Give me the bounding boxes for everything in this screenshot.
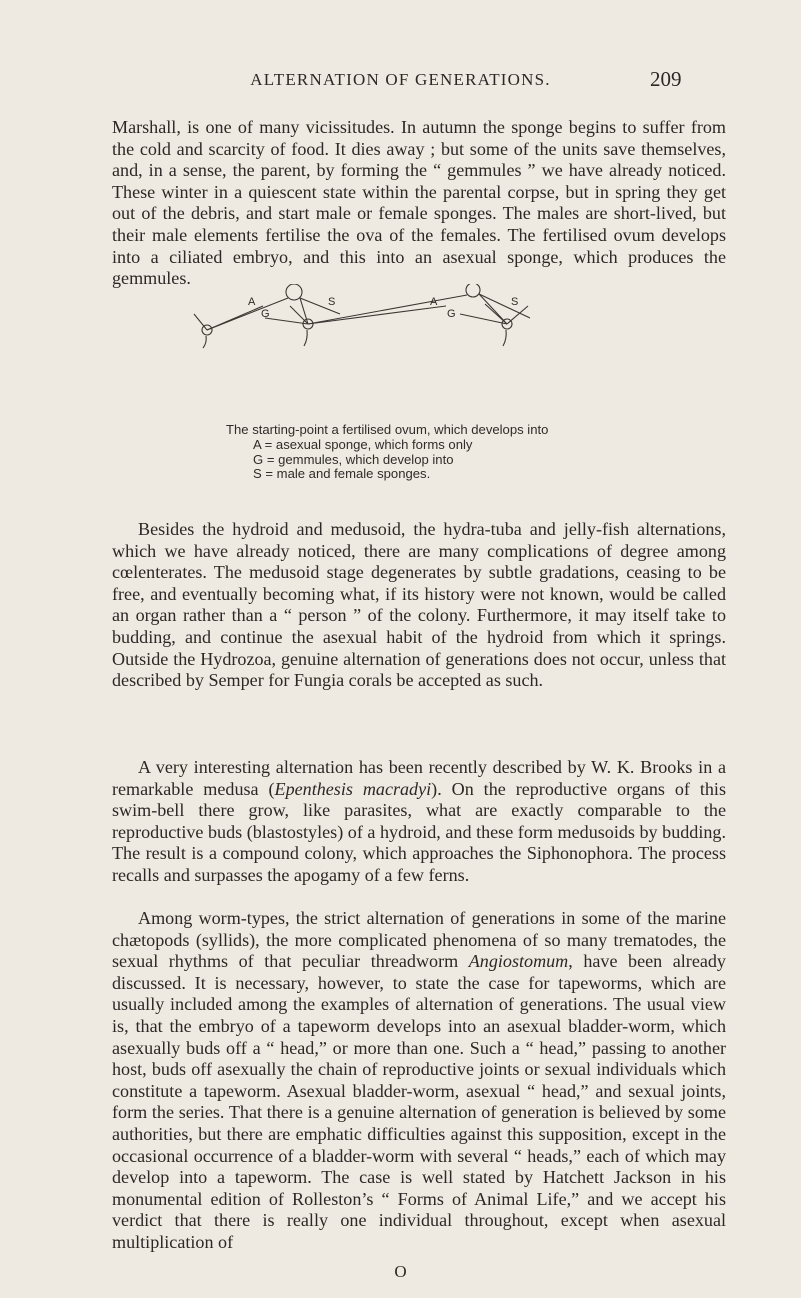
life-cycle-svg [190, 284, 610, 352]
text-run: ). On the reproductive organs of this swim-bell there grow, like parasites, what are exactly comparable to the reproductive buds (blastostyles) of a hydroid, and these form medusoids by budding. The result is a compound colony, which approaches the Siphonophora. The process recalls and surpasses the apogamy of a few ferns. [112, 778, 727, 885]
species-name: Epenthesis macradyi [274, 778, 432, 799]
running-head [0, 67, 801, 98]
caption-line: S = male and female sponges. [253, 466, 431, 482]
label-g: G [261, 308, 270, 320]
text-run: , have been already discussed. It is necessary, however, to state the case for tapeworms, which are usually included among the examples of alternation of generations. The usual view is, that the embryo of a tapeworm develops into an asexual bladder-worm, which asexually buds off a “ head,” or more than one. Such a “ head,” passing to another host, buds off asexually the chain of reproductive joints or sexual individuals which constitute a tapeworm. Asexual bladder-worm, asexual “ head,” and sexual joints, form the series. That there is a genuine alternation of generation is believed by some authorities, but there are emphatic difficulties against this supposition, except in the occasional occurrence of a bladder-worm with several “ heads,” each of which may develop into a tapeworm. The case is well stated by Hatchett Jackson in his monumental edition of Rolleston’s “ Forms of Animal Life,” and we accept his verdict that there is really one individual throughout, except when asexual multiplication of [112, 951, 726, 1252]
line-gemmule-2 [460, 314, 507, 324]
caption-line: A = asexual sponge, which forms only [253, 436, 473, 452]
label-s: S [511, 296, 519, 308]
paragraph-worm-types [112, 908, 726, 1254]
caption-line: The starting-point a fertilised ovum, which develops into [226, 422, 549, 437]
paragraph-sponge-cycle: Marshall, is one of many vicissitudes. In autumn the sponge begins to suffer from the cold and scarcity of food. It dies away ; but some of the units save themselves, and, in a sense, the parent, by forming the “ gemmules ” we have already noticed. These winter in a quiescent state within the parental corpse, but in spring they get out of the debris, and start male or female sponges. The males are short-lived, but their male elements fertilise the ova of the females. The fertilised ovum develops into a ciliated embryo, and this into an asexual sponge, which produces the gemmules. [112, 117, 726, 289]
sponge-circle [286, 284, 302, 300]
figure-caption [226, 422, 653, 482]
cilium-stroke [503, 330, 506, 346]
life-cycle-diagram [190, 284, 610, 352]
cilium-stroke [304, 330, 307, 346]
label-a: A [430, 296, 438, 308]
paragraph-epenthesis [112, 757, 726, 887]
label-s: S [328, 296, 336, 308]
cilium-stroke [203, 336, 206, 348]
paragraph-coelenterates: Besides the hydroid and medusoid, the hydra-tuba and jelly-fish alternations, which we have already noticed, there are many complications of degree among cœlenterates. The medusoid stage degenerates by subtle gradations, ceasing to be free, and eventually becoming what, if its history were not known, would be called an organ rather than a “ person ” of the colony. Furthermore, it may itself take to budding, and continue the asexual habit of the hydroid from which it springs. Outside the Hydrozoa, genuine alternation of generations does not occur, unless that described by Semper for Fungia corals be accepted as such. [112, 519, 726, 691]
line-gemmule [265, 318, 308, 324]
text-run: Among worm-types, the strict alternation of generations in some of the marine chætopods (syllids), the more complicated phenomena of so many trematodes, the sexual rhythms of that peculiar threadworm [112, 908, 726, 972]
line-ovum-to-gemmule [207, 306, 263, 330]
line-ovum-to-gemmule-2 [308, 306, 446, 324]
signature-mark: O [394, 1262, 407, 1281]
sponge-circle [466, 284, 480, 297]
line-start [194, 314, 207, 330]
species-name: Angiostomum [468, 951, 569, 972]
label-g: G [447, 308, 456, 320]
running-title: ALTERNATION OF GENERATIONS. [250, 70, 551, 89]
line-s-branch-2 [485, 304, 507, 324]
caption-line: G = gemmules, which develop into [253, 451, 454, 467]
page-number: 209 [650, 67, 682, 91]
label-a: A [248, 296, 256, 308]
text-run: A very interesting alternation has been recently described by W. K. Brooks in a remarkable medusa ( [112, 757, 726, 799]
